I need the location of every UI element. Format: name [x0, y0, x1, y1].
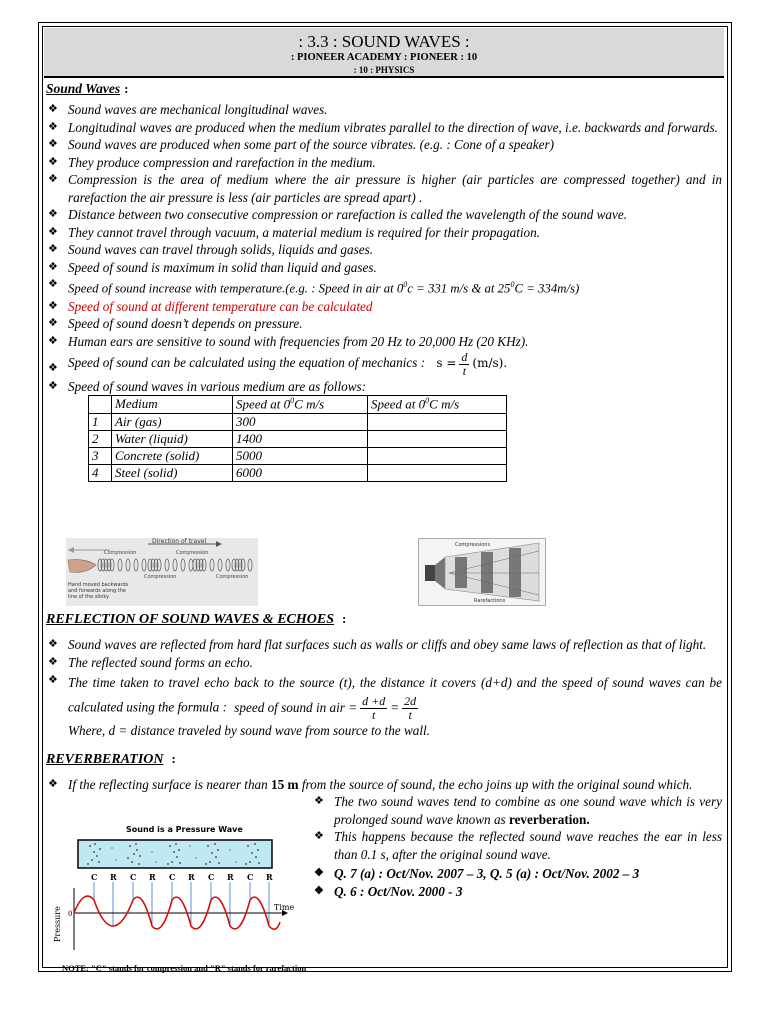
list-item: ❖ Sound waves are mechanical longitudinal waves.	[48, 102, 328, 117]
list-item: ❖ They produce compression and rarefaction in the medium.	[48, 154, 376, 170]
where-line: Where, d = distance traveled by sound wave from source to the wall.	[68, 723, 430, 738]
diamond-bullet-icon: ❖	[48, 225, 58, 238]
diamond-bullet-icon: ❖	[314, 884, 324, 897]
section-heading: REFLECTION OF SOUND WAVES & ECHOES	[46, 612, 334, 627]
slinky-hand-label: Hand moved backwards	[68, 582, 129, 588]
list-item: ❖ If the reflecting surface is nearer than 15 m from the source of sound, the echo joins up with the original sound which.	[48, 776, 693, 792]
svg-text:C: C	[208, 872, 215, 882]
horn-figure	[418, 538, 546, 606]
formula-fraction: $\frac{2d}{t}$	[404, 694, 417, 722]
reflection-list	[46, 636, 722, 740]
reverberation-list	[46, 776, 722, 794]
list-item-temperature: ❖ Speed of sound increase with temperature.(e.g. : Speed in air at $0^0c = 331$ m/s & at $25^0C = 334m/s$)	[48, 278, 580, 296]
svg-text:R: R	[149, 872, 156, 882]
diamond-bullet-icon: ❖	[48, 120, 58, 133]
formula-fraction: $\frac{d +d}{t}$	[362, 694, 386, 722]
heading-colon: :	[124, 81, 129, 96]
section-sound-waves	[46, 80, 722, 98]
diamond-bullet-icon: ❖	[48, 334, 58, 347]
diamond-bullet-icon: ❖	[48, 674, 58, 686]
slinky-compression-label: Compression	[104, 550, 137, 556]
diamond-bullet-icon: ❖	[48, 103, 58, 115]
page-title: : 3.3 : SOUND WAVES :	[298, 32, 470, 51]
diamond-bullet-icon: ❖	[48, 155, 58, 168]
svg-text:C: C	[91, 872, 98, 882]
diamond-bullet-icon: ❖	[48, 379, 58, 392]
time-axis-label: Time	[274, 903, 294, 912]
diamond-bullet-icon: ❖	[48, 362, 58, 375]
table-header: Speed at $0^0C$ m/s	[368, 396, 507, 413]
page-cut-line: : 10 : PHYSICS	[353, 65, 415, 75]
speed-table	[88, 395, 507, 481]
list-item: ❖ Human ears are sensitive to sound with frequencies from 20 Hz to 20,000 Hz (20 KHz).	[48, 333, 529, 349]
diamond-bullet-icon: ❖	[48, 777, 58, 790]
table-row: 3 Concrete (solid) 5000	[89, 447, 507, 464]
svg-text:C: C	[169, 872, 176, 882]
slinky-compression-label: Compression	[176, 550, 209, 556]
section-heading: Sound Waves	[46, 81, 121, 96]
pressure-axis-label: Pressure	[53, 906, 62, 942]
figure-note: NOTE: "C" stands for compression and "R" stands for rarefaction	[62, 963, 307, 973]
list-item: ❖ Sound waves are reflected from hard flat surfaces such as walls or cliffs and obey same laws of reflection as that of light.	[48, 637, 707, 652]
reverberation-list-right	[312, 793, 722, 900]
svg-text:and forwards along the: and forwards along the	[68, 588, 127, 594]
diamond-bullet-icon: ❖	[48, 278, 58, 290]
diamond-bullet-icon: ❖	[48, 173, 58, 185]
list-item: ❖ Compression is the area of medium where the air pressure is higher (air particles are compressed together) and in rarefaction the air pressure is less (air particles are spread apart) .	[48, 172, 722, 205]
slinky-compression-label: Compression	[144, 574, 177, 580]
diamond-bullet-icon: ❖	[48, 138, 58, 150]
list-item: ❖ This happens because the reflected sound wave reaches the ear in less than 0.1 s, after the original sound wave.	[314, 829, 722, 862]
question-ref: ❖ Q. 6 : Oct/Nov. 2000 - 3	[314, 883, 463, 899]
horn-compressions-label: Compressions	[455, 542, 491, 548]
sound-waves-list	[46, 101, 722, 395]
echo-formula: speed of sound in air = $\frac{d +d}{t}$ = $\frac{2d}{t}$	[234, 694, 417, 722]
diamond-bullet-icon: ❖	[314, 830, 324, 842]
diamond-bullet-icon: ❖	[314, 795, 324, 807]
list-item: ❖ The two sound waves tend to combine as one sound wave which is very prolonged sound wave known as reverberation.	[314, 794, 722, 827]
equation-lhs: s =	[436, 356, 457, 371]
diamond-bullet-icon: ❖	[48, 655, 58, 668]
svg-text:line of the slinky: line of the slinky	[68, 594, 110, 600]
diamond-bullet-icon: ❖	[48, 260, 58, 273]
list-item: ❖ The reflected sound forms an echo.	[48, 654, 253, 670]
slinky-compression-label: Compression	[216, 574, 249, 580]
svg-text:C: C	[130, 872, 137, 882]
svg-text:C: C	[247, 872, 254, 882]
svg-text:R: R	[266, 872, 273, 882]
table-header: Speed at $0^0C$ m/s	[233, 396, 368, 413]
diamond-bullet-icon: ❖	[48, 317, 58, 330]
equation-unit: (m/s)	[472, 356, 504, 371]
question-ref: ❖ Q. 7 (a) : Oct/Nov. 2007 – 3, Q. 5 (a) : Oct/Nov. 2002 – 3	[314, 866, 640, 881]
section-reflection: REFLECTION OF SOUND WAVES & ECHOES : ❖ Sound waves are reflected from hard flat surfaces such as walls or cliffs and obey same laws of reflection as that of light. ❖ The reflected sound forms an echo. ❖ The time taken to travel echo back to the source (t), the distance it covers (d+d) and the speed of sound waves can be calculated using the formula : speed of sound in air = $\frac{d +d}{t}$ = $\frac{2d}{t}$ Where, d = distance traveled by sound wave from source to the wall. REVERBERATION : ❖ If the reflecting surface is nearer than 15 m from the source of sound, the echo joins up with the original sound which. ❖ The two sound waves tend to combine as one sound wave which is very prolonged sound wave known as reverberation. ❖ This happens because the reflected sound wave reaches the ear in less than 0.1 s, after the original sound wave. ❖ Q. 7 (a) : Oct/Nov. 2007 – 3, Q. 5 (a) : Oct/Nov. 2002 – 3 ❖ Q. 6 : Oct/Nov. 2000 - 3	[46, 611, 722, 899]
list-item: ❖ Speed of sound waves in various medium are as follows:	[48, 378, 367, 394]
page-header	[44, 28, 724, 78]
slinky-direction-label: Direction of travel	[152, 538, 207, 545]
horn-rarefactions-label: Rarefactions	[474, 598, 506, 604]
list-item-red: ❖ Speed of sound at different temperature can be calculated	[48, 298, 373, 314]
svg-text:R: R	[227, 872, 234, 882]
list-item: ❖ Speed of sound is maximum in solid than liquid and gases.	[48, 259, 377, 275]
list-item: ❖ Sound waves are produced when some part of the source vibrates. (e.g. : Cone of a speaker)	[48, 137, 555, 152]
diamond-bullet-icon: ❖	[48, 299, 58, 312]
list-item: ❖ Sound waves can travel through solids, liquids and gases.	[48, 242, 374, 257]
list-item: ❖ Longitudinal waves are produced when the medium vibrates parallel to the direction of wave, i.e. backwards and forwards.	[48, 119, 718, 135]
diamond-bullet-icon: ❖	[48, 243, 58, 255]
page-subtitle: : PIONEER ACADEMY : PIONEER : 10	[290, 52, 478, 63]
slinky-figure	[66, 538, 258, 606]
content	[46, 80, 722, 482]
table-header-row	[89, 396, 507, 413]
pressure-figure-title: Sound is a Pressure Wave	[126, 825, 243, 834]
list-item: ❖ They cannot travel through vacuum, a material medium is required for their propagation.	[48, 224, 541, 240]
section-heading: REVERBERATION	[46, 751, 164, 767]
table-row: 4 Steel (solid) 6000	[89, 464, 507, 481]
cr-labels	[91, 872, 273, 882]
table-header: Medium	[112, 396, 233, 413]
table-row: 2 Water (liquid) 1400	[89, 430, 507, 447]
list-item: ❖ Distance between two consecutive compression or rarefaction is called the wavelength of the sound wave.	[48, 207, 628, 222]
svg-text:R: R	[110, 872, 117, 882]
list-item-equation: ❖ Speed of sound can be calculated using the equation of mechanics : s = $\frac{d}{t}$ (m/s).	[46, 350, 722, 377]
svg-text:R: R	[188, 872, 195, 882]
list-item: ❖ The time taken to travel echo back to the source (t), the distance it covers (d+d) and the speed of sound waves can be calculated using the formula : speed of sound in air = $\frac{d +d}{t}$ = $\frac{2d}{t}$	[46, 671, 722, 722]
svg-text:0: 0	[68, 910, 73, 918]
diamond-bullet-icon: ❖	[48, 208, 58, 220]
diamond-bullet-icon: ❖	[48, 638, 58, 650]
pressure-wave-figure	[50, 822, 294, 970]
diamond-bullet-icon: ❖	[314, 867, 324, 879]
table-row: 1 Air (gas) 300	[89, 413, 507, 430]
equation-fraction: $\frac{d}{t}$	[461, 349, 468, 378]
list-item: ❖ Speed of sound doesn’t depends on pressure.	[48, 316, 303, 332]
